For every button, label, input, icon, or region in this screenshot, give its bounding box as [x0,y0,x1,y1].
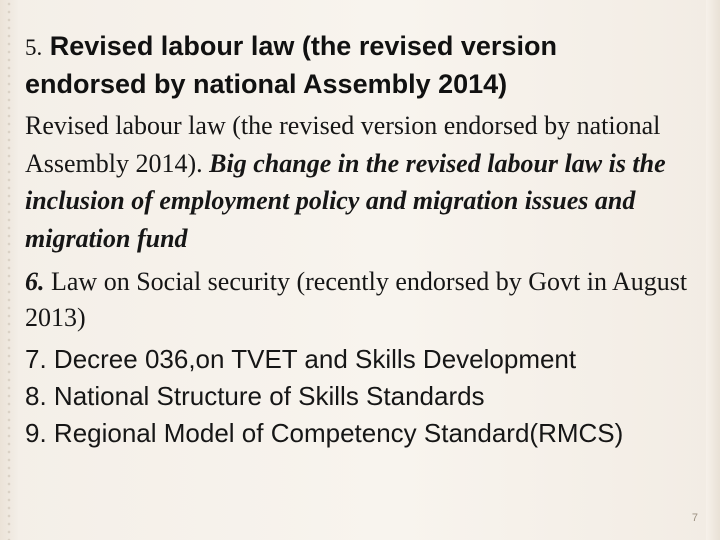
list-item-9 [25,415,705,452]
paragraph-revised-labour-law [25,107,705,257]
heading-text-line2: endorsed by national Assembly 2014) [25,69,508,99]
paragraph-plain-text: Revised labour law (the revised version endorsed by national Assembly 2014). [25,111,661,178]
list-item-6 [25,264,705,336]
list-item-number: 9. [25,418,47,448]
list-item-7 [25,341,705,378]
slide-heading [25,28,705,103]
heading-text-line1: Revised labour law (the revised version [42,31,557,61]
list-item-text: Regional Model of Competency Standard(RMCS) [46,418,624,448]
page-number: 7 [691,512,698,524]
list-item-number: 6. [25,267,45,296]
paragraph-italic-text: Big change in the revised labour law is the inclusion of employment policy and migration issues and migration fund [25,148,666,253]
right-decorative-band [706,0,720,540]
left-dot-pattern [5,0,13,540]
heading-number: 5. [25,35,43,60]
list-item-text: National Structure of Skills Standards [46,381,485,411]
list-item-text: Law on Social security (recently endorsed by Govt in August 2013) [25,267,688,332]
slide-content [25,28,705,452]
list-item-number: 8. [25,381,47,411]
list-item-text: Decree 036,on TVET and Skills Development [46,344,577,374]
list-item-number: 7. [25,344,47,374]
list-item-8 [25,378,705,415]
